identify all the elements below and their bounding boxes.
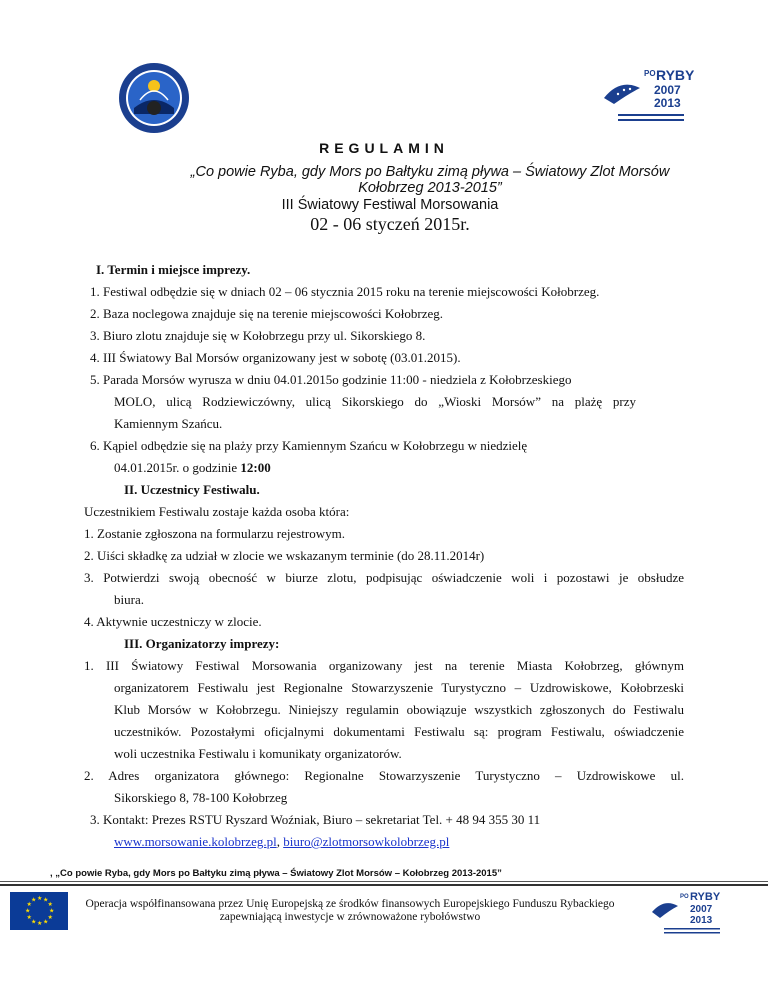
- list-item-continuation: woli uczestnika Festiwalu i komunikaty organizatorów.: [114, 746, 402, 761]
- list-item-continuation: uczestników. Pozostałymi oficjalnymi dokumentami Festiwalu są: program Festiwalu, oświadczenie: [114, 724, 684, 739]
- festival-name: III Światowy Festiwal Morsowania: [281, 197, 499, 213]
- svg-text:★: ★: [25, 907, 31, 915]
- eu-flag-icon: [10, 892, 68, 930]
- event-dates: 02 - 06 styczeń 2015r.: [310, 214, 470, 234]
- website-link[interactable]: www.morsowanie.kolobrzeg.pl: [114, 834, 277, 849]
- funding-line-1: Operacja współfinansowana przez Unię Europejską ze środków finansowych Europejskiego Funduszu Rybackiego: [85, 898, 615, 910]
- svg-text:★: ★: [43, 896, 49, 904]
- list-item: 3. Biuro zlotu znajduje się w Kołobrzegu przy ul. Sikorskiego 8.: [90, 328, 426, 343]
- svg-text:RYBY: RYBY: [690, 891, 721, 903]
- link-separator: ,: [276, 834, 284, 849]
- svg-text:★: ★: [37, 895, 43, 902]
- svg-text:★: ★: [47, 914, 53, 921]
- po-ryby-footer-logo: [650, 886, 726, 938]
- svg-text:★: ★: [26, 914, 32, 921]
- po-ryby-logo: [600, 58, 700, 130]
- list-item: 1. Festiwal odbędzie się w dniach 02 – 06 stycznia 2015 roku na terenie miejscowości Kołobrzeg.: [90, 284, 600, 299]
- club-emblem-logo: [118, 62, 190, 134]
- email-link[interactable]: biuro@zlotmorsowkolobrzeg.pl: [283, 834, 450, 849]
- svg-text:2013: 2013: [690, 915, 713, 926]
- page-title: REGULAMIN: [319, 140, 449, 156]
- svg-text:★: ★: [49, 907, 55, 915]
- list-item: 4. III Światowy Bal Morsów organizowany jest w sobotę (03.01.2015).: [90, 350, 461, 365]
- list-item: 1. Zostanie zgłoszona na formularzu rejestrowym.: [84, 526, 345, 541]
- svg-text:PO: PO: [644, 69, 656, 78]
- svg-text:★: ★: [37, 920, 43, 927]
- list-item-continuation: organizatorem Festiwalu jest Regionalne Stowarzyszenie Turystyczno – Uzdrowiskowe, Kołobrzeski: [114, 680, 684, 695]
- list-item: 3. Potwierdzi swoją obecność w biurze zlotu, podpisując oświadczenie woli i pozostawi je obsłudze: [84, 570, 684, 585]
- list-item: 4. Aktywnie uczestniczy w zlocie.: [84, 614, 262, 629]
- svg-text:★: ★: [47, 901, 53, 908]
- list-item: 6. Kąpiel odbędzie się na plaży przy Kamiennym Szańcu w Kołobrzegu w niedzielę: [90, 438, 528, 453]
- list-item: 2. Uiści składkę za udział w zlocie we wskazanym terminie (do 28.11.2014r): [84, 548, 485, 563]
- contact-links: [114, 834, 449, 850]
- section-heading: II. Uczestnicy Festiwalu.: [124, 482, 260, 497]
- svg-text:PO: PO: [680, 894, 689, 900]
- list-item-continuation: Sikorskiego 8, 78-100 Kołobrzeg: [114, 790, 288, 805]
- footer-divider: [0, 881, 768, 882]
- section-heading: I. Termin i miejsce imprezy.: [96, 262, 251, 277]
- list-item-continuation: MOLO, ulicą Rodziewiczówny, ulicą Sikorskiego do „Wioski Morsów” na plażę przy: [114, 394, 636, 409]
- svg-text:★: ★: [31, 896, 37, 904]
- section-intro: Uczestnikiem Festiwalu zostaje każda osoba która:: [84, 504, 350, 519]
- funding-notice: [80, 898, 620, 924]
- subtitle-line-1: „Co powie Ryba, gdy Mors po Bałtyku zimą pływa – Światowy Zlot Morsów: [190, 164, 670, 180]
- list-item-continuation: Kamiennym Szańcu.: [114, 416, 223, 431]
- time-label: 04.01.2015r. o godzinie: [114, 460, 241, 475]
- list-item: 2. Baza noclegowa znajduje się na terenie miejscowości Kołobrzeg.: [90, 306, 444, 321]
- svg-text:2007: 2007: [690, 904, 713, 915]
- footer-caption: , „Co powie Ryba, gdy Mors po Bałtyku zimą pływa – Światowy Zlot Morsów – Kołobrzeg 2013-2015”: [50, 868, 502, 879]
- svg-text:2013: 2013: [654, 96, 681, 110]
- list-item-continuation: Klub Morsów w Kołobrzegu. Niniejszy regulamin obowiązuje wszystkich zgłoszonych do Festiwalu: [114, 702, 684, 717]
- svg-text:★: ★: [26, 901, 32, 908]
- list-item: 5. Parada Morsów wyrusza w dniu 04.01.2015o godzinie 11:00 - niedziela z Kołobrzeskiego: [90, 372, 572, 387]
- list-item-continuation: [114, 460, 271, 476]
- svg-text:2007: 2007: [654, 83, 681, 97]
- funding-line-2: zapewniającą inwestycje w zrównoważone rybołówstwo: [219, 911, 481, 923]
- list-item: 1. III Światowy Festiwal Morsowania organizowany jest na terenie Miasta Kołobrzeg, głównym: [84, 658, 684, 673]
- subtitle-line-2: Kołobrzeg 2013-2015”: [358, 180, 502, 196]
- section-heading: III. Organizatorzy imprezy:: [124, 636, 280, 651]
- svg-text:RYBY: RYBY: [656, 67, 695, 83]
- svg-text:★: ★: [43, 918, 49, 926]
- event-subtitle: [160, 164, 700, 196]
- svg-text:★: ★: [31, 918, 37, 926]
- list-item-continuation: biura.: [114, 592, 144, 607]
- list-item: 2. Adres organizatora głównego: Regionalne Stowarzyszenie Turystyczno – Uzdrowiskowe ul.: [84, 768, 684, 783]
- list-item: 3. Kontakt: Prezes RSTU Ryszard Woźniak, Biuro – sekretariat Tel. + 48 94 355 30 11: [90, 812, 541, 827]
- bath-time: 12:00: [240, 460, 271, 475]
